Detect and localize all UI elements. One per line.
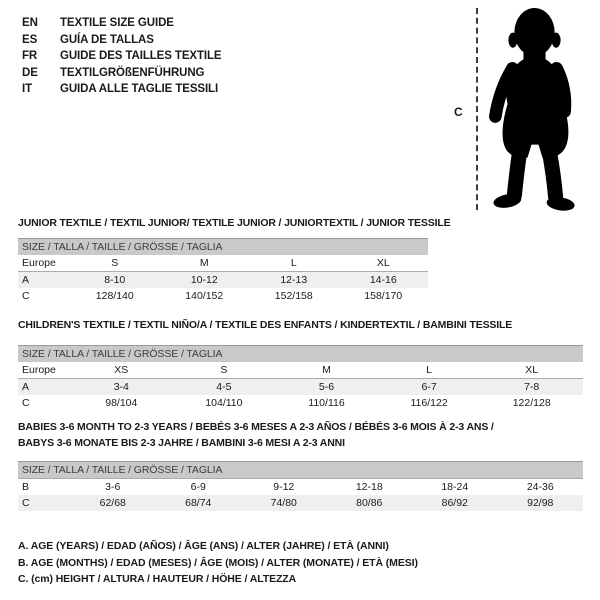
lang-row-it <box>22 81 222 98</box>
cell-value: 18-24 <box>441 481 469 493</box>
lang-code: FR <box>22 50 38 62</box>
children-size-table <box>18 345 583 411</box>
cell-value: 152/158 <box>274 290 313 302</box>
col-header: L <box>426 364 433 376</box>
row-label: B <box>22 481 30 493</box>
col-header: XL <box>525 364 539 376</box>
footnote-height: C. (cm) HEIGHT / ALTURA / HAUTEUR / HÖHE / ALTEZZA <box>18 573 297 585</box>
cell-value: 68/74 <box>185 497 212 509</box>
col-header: XS <box>114 364 129 376</box>
cell-value: 7-8 <box>524 381 540 393</box>
cell-value: 158/170 <box>364 290 403 302</box>
col-header: S <box>111 257 119 269</box>
height-measure-dashed-line <box>476 8 478 210</box>
cell-value: 10-12 <box>190 274 218 286</box>
section-title-junior: JUNIOR TEXTILE / TEXTIL JUNIOR/ TEXTILE JUNIOR / JUNIORTEXTIL / JUNIOR TESSILE <box>18 217 451 229</box>
cell-value: 74/80 <box>270 497 297 509</box>
lang-row-de <box>22 65 222 82</box>
region-label: Europe <box>22 364 56 376</box>
lang-row-en <box>22 15 222 32</box>
cell-value: 140/152 <box>185 290 224 302</box>
cell-value: 8-10 <box>104 274 126 286</box>
cell-value: 86/92 <box>441 497 468 509</box>
lang-label: TEXTILE SIZE GUIDE <box>60 17 174 29</box>
section-title-babies-line2: BABYS 3-6 MONATE BIS 2-3 JAHRE / BAMBINI 3-6 MESI A 2-3 ANNI <box>18 437 345 449</box>
cell-value: 3-4 <box>113 381 129 393</box>
column-header-row <box>18 255 428 272</box>
cell-value: 128/140 <box>95 290 134 302</box>
cell-value: 62/68 <box>99 497 126 509</box>
section-title-children: CHILDREN'S TEXTILE / TEXTIL NIÑO/A / TEXTILE DES ENFANTS / KINDERTEXTIL / BAMBINI TESSILE <box>18 319 513 331</box>
row-label: C <box>22 290 30 302</box>
region-label: Europe <box>22 257 56 269</box>
table-row-age-months <box>18 479 583 495</box>
junior-size-table <box>18 238 428 304</box>
table-row-height <box>18 288 428 304</box>
cell-value: 14-16 <box>369 274 397 286</box>
col-header: L <box>290 257 297 269</box>
cell-value: 4-5 <box>216 381 232 393</box>
row-label: A <box>22 381 30 393</box>
table-row-age <box>18 272 428 288</box>
table-row-age <box>18 379 583 395</box>
lang-code: EN <box>22 17 38 29</box>
baby-silhouette-icon <box>482 6 588 212</box>
cell-value: 98/104 <box>105 397 138 409</box>
column-header-row <box>18 362 583 379</box>
lang-label: GUIDE DES TAILLES TEXTILE <box>60 50 222 62</box>
col-header: S <box>220 364 228 376</box>
lang-row-fr <box>22 48 222 65</box>
lang-label: GUIDA ALLE TAGLIE TESSILI <box>60 83 219 95</box>
row-label: C <box>22 497 30 509</box>
lang-label: GUÍA DE TALLAS <box>60 33 154 46</box>
cell-value: 9-12 <box>273 481 295 493</box>
row-label: A <box>22 274 30 286</box>
lang-label: TEXTILGRÖßENFÜHRUNG <box>60 66 205 79</box>
language-title-block <box>22 15 222 98</box>
cell-value: 12-18 <box>355 481 383 493</box>
lang-code: IT <box>22 83 33 95</box>
lang-row-es <box>22 32 222 49</box>
cell-value: 92/98 <box>527 497 554 509</box>
baby-measurement-figure <box>440 0 600 230</box>
cell-value: 110/116 <box>308 397 345 409</box>
cell-value: 24-36 <box>526 481 554 493</box>
lang-code: ES <box>22 33 38 46</box>
lang-code: DE <box>22 66 38 79</box>
col-header: XL <box>376 257 390 269</box>
row-label: C <box>22 397 30 409</box>
legend-footnotes <box>18 538 418 588</box>
col-header: M <box>322 364 331 376</box>
babies-size-table <box>18 461 583 511</box>
footnote-age-years: A. AGE (YEARS) / EDAD (AÑOS) / ÂGE (ANS) / ALTER (JAHRE) / ETÀ (ANNI) <box>18 540 389 552</box>
cell-value: 3-6 <box>105 481 121 493</box>
cell-value: 104/110 <box>205 397 243 409</box>
cell-value: 6-9 <box>190 481 206 493</box>
size-header-bar: SIZE / TALLA / TAILLE / GRÖSSE / TAGLIA <box>18 239 428 255</box>
cell-value: 12-13 <box>280 274 308 286</box>
height-measure-label: C <box>454 105 463 119</box>
col-header: M <box>199 257 209 269</box>
cell-value: 5-6 <box>318 381 335 393</box>
table-row-height <box>18 395 583 411</box>
size-header-bar: SIZE / TALLA / TAILLE / GRÖSSE / TAGLIA <box>18 346 583 362</box>
size-header-bar: SIZE / TALLA / TAILLE / GRÖSSE / TAGLIA <box>18 462 583 479</box>
cell-value: 122/128 <box>512 397 551 409</box>
footnote-age-months: B. AGE (MONTHS) / EDAD (MESES) / ÂGE (MOIS) / ALTER (MONATE) / ETÀ (MESI) <box>18 556 418 569</box>
cell-value: 116/122 <box>410 397 448 409</box>
section-title-babies-line1: BABIES 3-6 MONTH TO 2-3 YEARS / BEBÉS 3-6 MESES A 2-3 AÑOS / BÉBÉS 3-6 MOIS À 2-3 ANS / <box>18 421 494 433</box>
table-row-height <box>18 495 583 511</box>
cell-value: 6-7 <box>421 381 437 393</box>
cell-value: 80/86 <box>356 497 383 509</box>
